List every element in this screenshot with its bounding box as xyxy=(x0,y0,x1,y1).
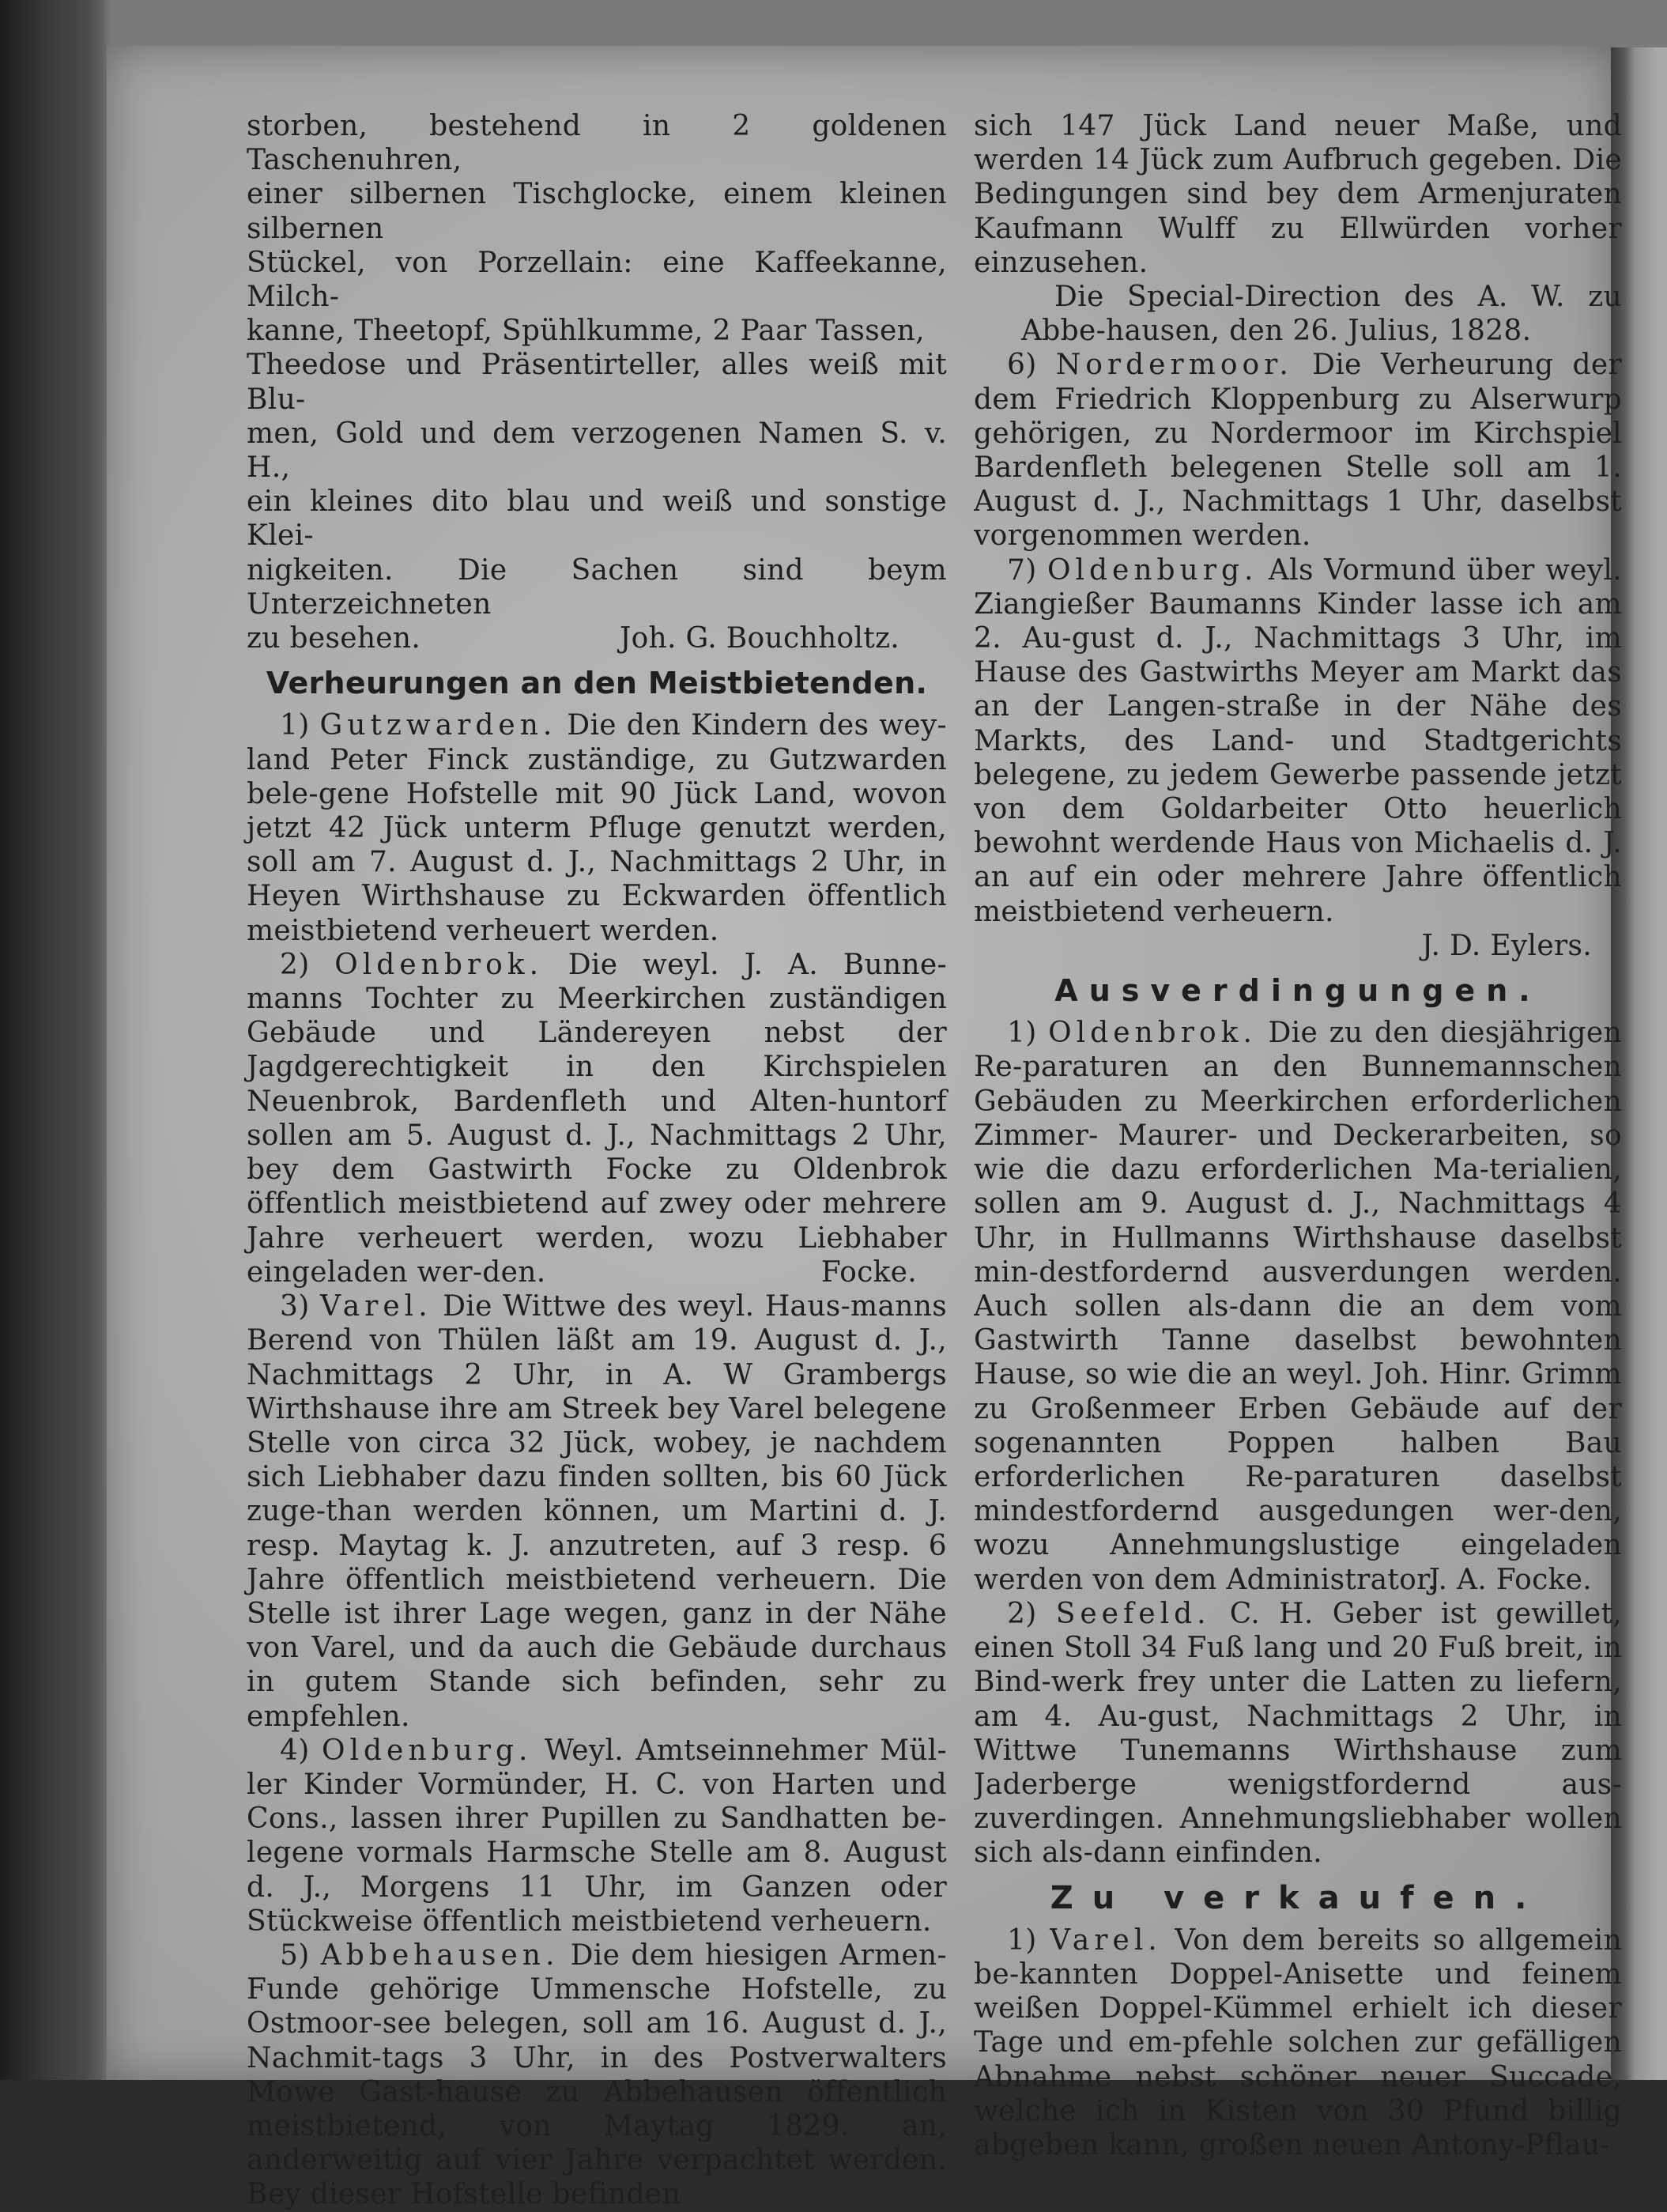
item-signature: Focke. xyxy=(820,1255,917,1289)
item-place: Abbehausen. xyxy=(320,1938,560,1972)
section-heading-zu-verkaufen: Zu verkaufen. xyxy=(1050,1879,1546,1916)
item-place: Varel. xyxy=(1050,1923,1162,1957)
notice-item xyxy=(247,1938,947,2212)
continuation-signature: Die Special-Direction des A. W. zu Abbe-hausen, den 26. Julius, 1828. xyxy=(1021,281,1622,348)
left-column xyxy=(247,109,947,2212)
item-number: 1) xyxy=(1007,1017,1037,1050)
intro-line: Stückel, von Porzellain: eine Kaffeekanne, Milch- xyxy=(247,246,947,314)
item-number: 3) xyxy=(280,1290,310,1323)
intro-line: nigkeiten. Die Sachen sind beym Unterzeichneten xyxy=(247,553,947,621)
intro-closing xyxy=(247,621,947,655)
continuation-text: sich 147 Jück Land neuer Maße, und werden 14 Jück zum Aufbruch gegeben. Die Bedingungen sind bey dem Armenjuraten Kaufmann Wulff zu Ellwürden vorher einzusehen. xyxy=(974,110,1622,279)
item-text: Die Wittwe des weyl. Haus-manns Berend von Thülen läßt am 19. August d. J., Nachmittags 2 Uhr, in A. W Grambergs Wirthshause ihre am Streek bey Varel belegene Stelle von circa 32 Jück, wobey, je nachdem sich Liebhaber dazu finden sollten, bis 60 Jück zuge-than werden können, um Martini d. J. resp. Maytag k. J. anzutreten, auf 3 resp. 6 Jahre öffentlich meistbietend verheuern. Die Stelle ist ihrer Lage wegen, ganz in der Nähe von Varel, und da auch die Gebäude durchaus in gutem Stande sich befinden, sehr zu empfehlen. xyxy=(247,1290,947,1733)
item-place: Oldenburg. xyxy=(1047,553,1258,587)
item-text: Die den Kindern des wey-land Peter Finck zuständige, zu Gutzwarden bele-gene Hofstelle mit 90 Jück Land, wovon jetzt 42 Jück unterm Pfluge genutzt werden, soll am 7. August d. J., Nachmittags 2 Uhr, in Heyen Wirthshause zu Eckwarden öffentlich meistbietend verheuert werden. xyxy=(247,709,947,947)
item-signature: J. A. Focke. xyxy=(1428,1563,1592,1596)
item-place: Oldenbrok. xyxy=(1048,1017,1257,1050)
section-heading-verheurungen: Verheurungen an den Meistbietenden. xyxy=(266,666,928,701)
item-number: 1) xyxy=(280,709,310,742)
item-number: 4) xyxy=(280,1734,310,1767)
notice-item xyxy=(247,1289,947,1734)
notice-item xyxy=(974,1016,1622,1596)
item-text: Als Vormund über weyl. Ziangießer Baumanns Kinder lasse ich am 2. Au-gust d. J., Nachmittags 3 Uhr, im Hause des Gastwirths Meyer am Markt das an der Langen-straße in der Nähe des Markts, des Land- und Stadtgerichts belegene, zu jedem Gewerbe passende jetzt von dem Goldarbeiter Otto heuerlich bewohnt werdende Haus von Michaelis d. J. an auf ein oder mehrere Jahre öffentlich meistbietend verheuern. xyxy=(974,553,1622,928)
section-heading-ausverdingungen: Ausverdingungen. xyxy=(1054,973,1541,1009)
intro-signature: Joh. G. Bouchholtz. xyxy=(619,622,900,655)
item-text: Von dem bereits so allgemein be-kannten Doppel-Anisette und feinem weißen Doppel-Kümmel erhielt ich dieser Tage und em-pfehle solchen zur gefälligen Abnahme nebst schöner neuer Succade, welche ich in Kisten von 30 Pfund billig abgeben kann, großen neuen Antony-Pflau- xyxy=(974,1923,1622,2161)
item-place: Varel. xyxy=(320,1290,432,1323)
notice-item xyxy=(974,348,1622,553)
intro-line: ein kleines dito blau und weiß und sonstige Klei- xyxy=(247,485,947,553)
item-text: C. H. Geber ist gewillet, einen Stoll 34 Fuß lang und 20 Fuß breit, in Bind-werk frey unter die Latten zu liefern, am 4. Au-gust, Nachmittags 2 Uhr, in Wittwe Tunemanns Wirthshause zum Jaderberge wenigstfordernd aus-zuverdingen. Annehmungsliebhaber wollen sich als-dann einfinden. xyxy=(974,1597,1622,1870)
intro-line: storben, bestehend in 2 goldenen Taschenuhren, xyxy=(247,110,947,177)
item-place: Oldenburg. xyxy=(321,1734,533,1767)
item-signature: J. D. Eylers. xyxy=(1421,929,1592,962)
item-text: Die zu den diesjährigen Re-paraturen an den Bunnemannschen Gebäuden zu Meerkirchen erforderlichen Zimmer- Maurer- und Deckerarbeiten, so wie die dazu erforderlichen Ma-terialien, sollen am 9. August d. J., Nachmittags 4 Uhr, in Hullmanns Wirthshause daselbst min-destfordernd ausverdungen werden. Auch sollen als-dann die an dem vom Gastwirth Tanne daselbst bewohnten Hause, so wie die an weyl. Joh. Hinr. Grimm zu Großenmeer Erben Gebäude auf der sogenannten Poppen halben Bau erforderlichen Re-paraturen daselbst mindestfordernd ausgedungen wer-den, wozu Annehmungslustige eingeladen werden von dem Administrator. xyxy=(974,1017,1622,1596)
intro-line: men, Gold und dem verzogenen Namen S. v. H., xyxy=(247,417,947,485)
intro-line: Theedose und Präsentirteller, alles weiß mit Blu- xyxy=(247,349,947,416)
notice-item xyxy=(974,1923,1622,2162)
notice-item xyxy=(974,1597,1622,1870)
item-place: Nordermoor. xyxy=(1055,349,1293,382)
item-text: Weyl. Amtseinnehmer Mül-ler Kinder Vormünder, H. C. von Harten und Cons., lassen ihrer Pupillen zu Sandhatten be-legene vormals Harmsche Stelle am 8. August d. J., Morgens 11 Uhr, im Ganzen oder Stückweise öffentlich meistbietend verheuern. xyxy=(247,1734,948,1938)
intro-line: kanne, Theetopf, Spühlkumme, 2 Paar Tassen, xyxy=(247,315,925,348)
notice-item xyxy=(974,553,1622,929)
notice-item xyxy=(247,1734,947,1938)
item-place: Oldenbrok. xyxy=(334,948,544,981)
item-number: 6) xyxy=(1007,349,1037,382)
item-place: Gutzwarden. xyxy=(319,709,557,742)
notice-item xyxy=(247,948,947,1289)
item-place: Seefeld. xyxy=(1055,1597,1211,1630)
item-number: 2) xyxy=(280,948,310,981)
intro-last-line: zu besehen. xyxy=(247,622,421,655)
item-number: 5) xyxy=(280,1938,310,1972)
notice-item xyxy=(247,708,947,947)
item-text: Die Verheurung der dem Friedrich Kloppenburg zu Alserwurp gehörigen, zu Nordermoor im Kirchspiel Bardenfleth belegenen Stelle soll am 1. August d. J., Nachmittags 1 Uhr, daselbst vorgenommen werden. xyxy=(974,349,1622,553)
item-number: 7) xyxy=(1007,553,1037,587)
item-number: 1) xyxy=(1007,1923,1037,1957)
item-number: 2) xyxy=(1007,1597,1037,1630)
item-text: Die weyl. J. A. Bunne-manns Tochter zu Meerkirchen zuständigen Gebäude und Ländereyen nebst der Jagdgerechtigkeit in den Kirchspielen Neuenbrok, Bardenfleth und Alten-huntorf sollen am 5. August d. J., Nachmittags 2 Uhr, bey dem Gastwirth Focke zu Oldenbrok öffentlich meistbietend auf zwey oder mehrere Jahre verheuert werden, wozu Liebhaber eingeladen wer-den. xyxy=(247,948,947,1289)
intro-line: einer silbernen Tischglocke, einem kleinen silbernen xyxy=(247,178,947,245)
item-text: Die dem hiesigen Armen-Funde gehörige Ummensche Hofstelle, zu Ostmoor-see belegen, soll am 16. August d. J., Nachmit-tags 3 Uhr, in des Postverwalters Mowe Gast-hause zu Abbehausen öffentlich meistbietend, von Maytag 1829. an, anderweitig auf vier Jahre verpachtet werden. Bey dieser Hofstelle befinden xyxy=(247,1938,947,2211)
right-column xyxy=(974,109,1622,2162)
